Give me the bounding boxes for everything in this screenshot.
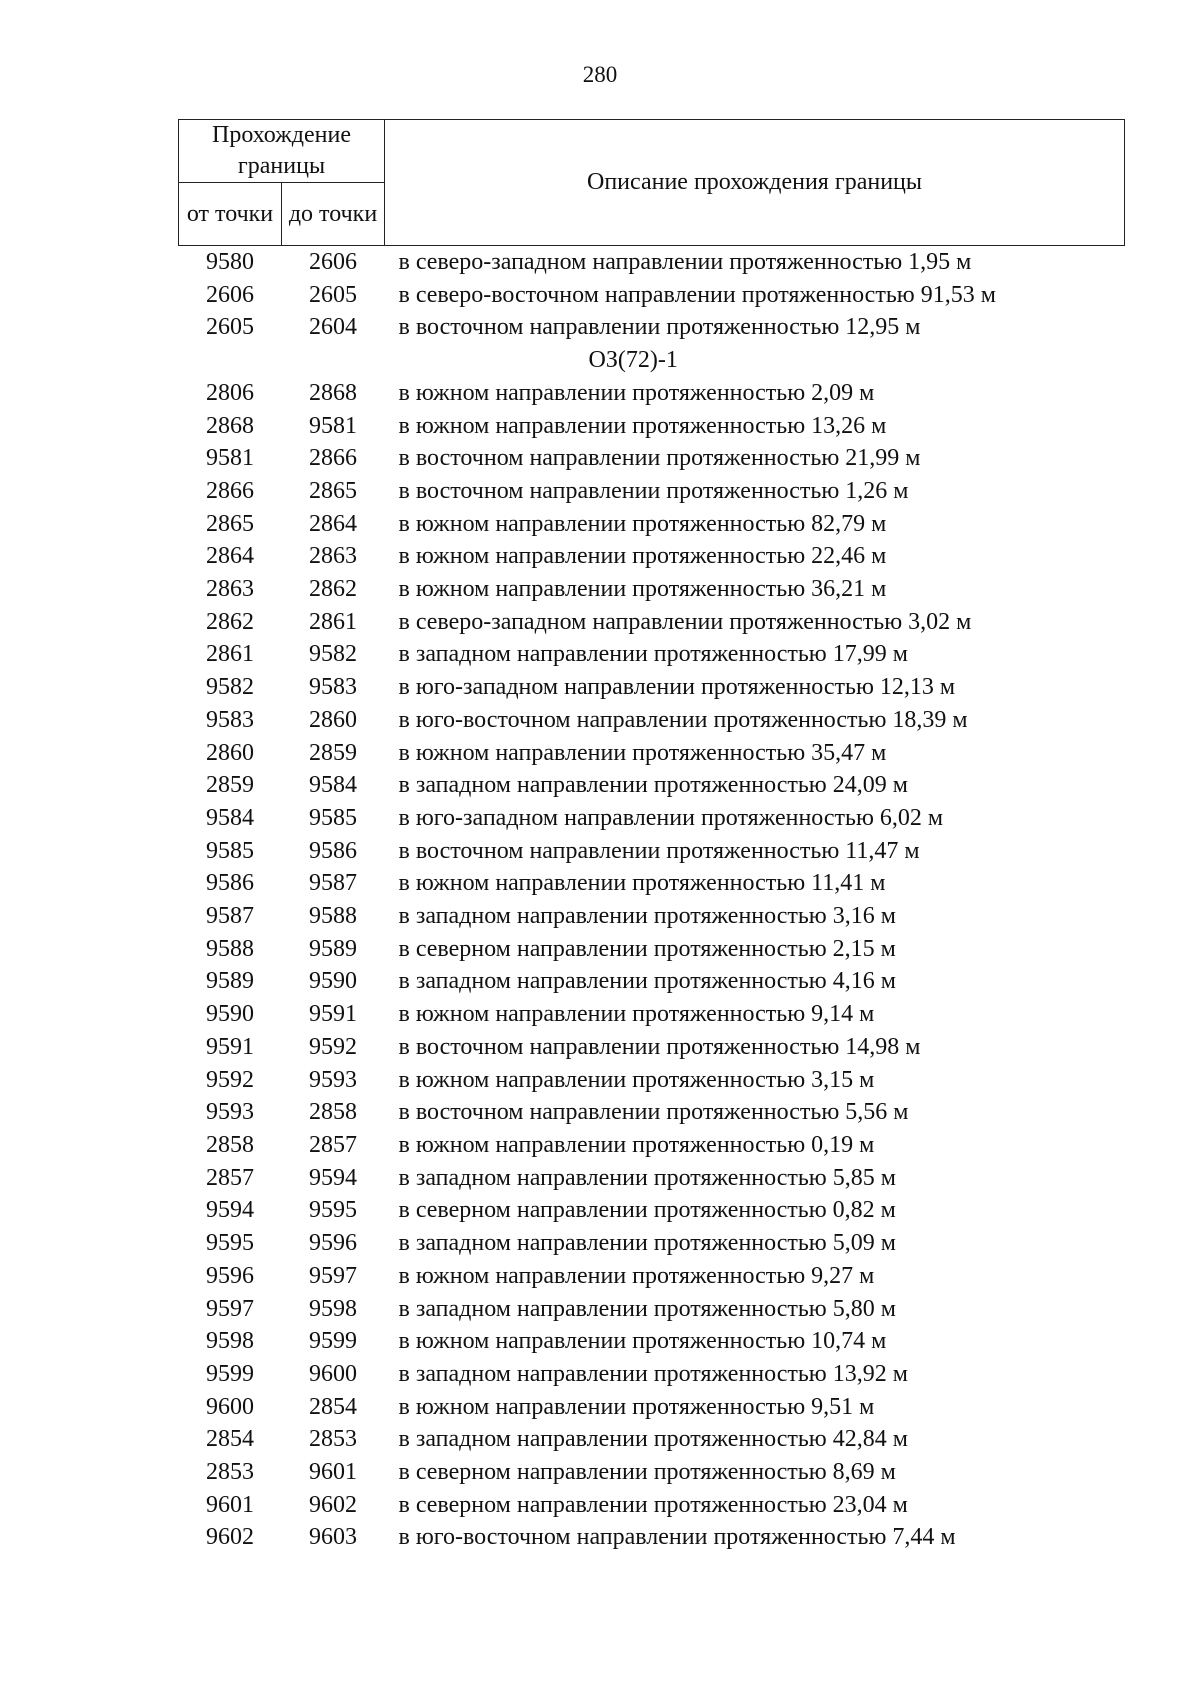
table-row xyxy=(179,900,1125,933)
table-row xyxy=(179,475,1125,508)
description-cell: в северном направлении протяженностью 2,15 м xyxy=(398,935,896,962)
description-cell: в северо-западном направлении протяженностью 1,95 м xyxy=(398,249,972,275)
table-row xyxy=(179,933,1125,966)
description-cell: в восточном направлении протяженностью 11,47 м xyxy=(398,837,920,864)
description-cell: в западном направлении протяженностью 5,85 м xyxy=(398,1164,896,1191)
from-point-cell: 2861 xyxy=(206,641,254,668)
header-boundary-passage: Прохождение границы xyxy=(179,120,385,183)
table-row xyxy=(179,704,1125,737)
from-point-cell: 9592 xyxy=(206,1066,254,1093)
from-point-cell: 2605 xyxy=(206,314,254,341)
to-point-cell: 2865 xyxy=(309,477,357,504)
from-point-cell: 2868 xyxy=(206,412,254,439)
table-row xyxy=(179,737,1125,770)
table-row xyxy=(179,1260,1125,1293)
table-row xyxy=(179,1096,1125,1129)
description-cell: в южном направлении протяженностью 13,26 м xyxy=(398,412,887,439)
description-cell: в северо-западном направлении протяженностью 3,02 м xyxy=(398,608,972,635)
to-point-cell: 9596 xyxy=(309,1230,357,1257)
header-from-point: от точки xyxy=(179,183,282,246)
description-cell: в южном направлении протяженностью 22,46 м xyxy=(398,543,887,570)
from-point-cell: 9582 xyxy=(206,674,254,701)
boundary-table xyxy=(178,119,1125,1554)
description-cell: в восточном направлении протяженностью 5,56 м xyxy=(398,1099,909,1126)
description-cell: в западном направлении протяженностью 13,92 м xyxy=(398,1360,908,1387)
from-point-cell: 9586 xyxy=(206,870,254,897)
table-body xyxy=(179,246,1125,1555)
to-point-cell: 9584 xyxy=(309,772,357,799)
to-point-cell: 9590 xyxy=(309,968,357,995)
from-point-cell: 9593 xyxy=(206,1099,254,1126)
to-point-cell: 2606 xyxy=(309,249,357,275)
table-row xyxy=(179,377,1125,410)
description-cell: в южном направлении протяженностью 11,41 м xyxy=(398,870,886,897)
description-cell: в восточном направлении протяженностью 1,26 м xyxy=(398,477,909,504)
from-point-cell: 9587 xyxy=(206,903,254,930)
from-point-cell: 2853 xyxy=(206,1459,254,1486)
header-to-point: до точки xyxy=(282,183,385,246)
to-point-cell: 2858 xyxy=(309,1099,357,1126)
from-point-cell: 9590 xyxy=(206,1001,254,1028)
to-point-cell: 9595 xyxy=(309,1197,357,1224)
description-cell: в южном направлении протяженностью 0,19 м xyxy=(398,1131,875,1158)
description-cell: в восточном направлении протяженностью 21,99 м xyxy=(398,445,921,472)
to-point-cell: 2860 xyxy=(309,706,357,733)
table-header xyxy=(179,120,1125,246)
table-row xyxy=(179,279,1125,312)
from-point-cell: 9598 xyxy=(206,1328,254,1355)
to-point-cell: 9602 xyxy=(309,1491,357,1518)
from-point-cell: 9597 xyxy=(206,1295,254,1322)
table-row xyxy=(179,410,1125,443)
to-point-cell: 2866 xyxy=(309,445,357,472)
from-point-cell: 2859 xyxy=(206,772,254,799)
from-point-cell: 9583 xyxy=(206,706,254,733)
table-row xyxy=(179,246,1125,279)
description-cell: в южном направлении протяженностью 35,47 м xyxy=(398,739,887,766)
to-point-cell: 2853 xyxy=(309,1426,357,1453)
table-row xyxy=(179,1521,1125,1554)
from-point-cell: 9585 xyxy=(206,837,254,864)
table-row xyxy=(179,769,1125,802)
table-row xyxy=(179,965,1125,998)
description-cell: в южном направлении протяженностью 3,15 м xyxy=(398,1066,875,1093)
description-cell: в юго-западном направлении протяженностью 6,02 м xyxy=(398,804,944,831)
description-cell: в южном направлении протяженностью 36,21 м xyxy=(398,576,887,603)
table-row xyxy=(179,835,1125,868)
page-number: 280 xyxy=(582,62,618,87)
table-row xyxy=(179,998,1125,1031)
from-point-cell: 2866 xyxy=(206,477,254,504)
from-point-cell: 2857 xyxy=(206,1164,254,1191)
table-row xyxy=(179,867,1125,900)
table-row xyxy=(179,508,1125,541)
from-point-cell: 2806 xyxy=(206,379,254,406)
description-cell: в восточном направлении протяженностью 14,98 м xyxy=(398,1033,921,1060)
table-row xyxy=(179,1162,1125,1195)
section-heading-row xyxy=(179,344,1125,377)
from-point-cell: 2863 xyxy=(206,576,254,603)
table-row xyxy=(179,1194,1125,1227)
from-point-cell: 9588 xyxy=(206,935,254,962)
description-cell: в северо-восточном направлении протяженностью 91,53 м xyxy=(398,281,996,308)
to-point-cell: 9600 xyxy=(309,1360,357,1387)
description-cell: в южном направлении протяженностью 9,51 м xyxy=(398,1393,875,1420)
table-row xyxy=(179,540,1125,573)
from-point-cell: 9584 xyxy=(206,804,254,831)
section-heading: ОЗ(72)-1 xyxy=(588,347,678,374)
from-point-cell: 9599 xyxy=(206,1360,254,1387)
to-point-cell: 9593 xyxy=(309,1066,357,1093)
from-point-cell: 2865 xyxy=(206,510,254,537)
to-point-cell: 2864 xyxy=(309,510,357,537)
from-point-cell: 2854 xyxy=(206,1426,254,1453)
to-point-cell: 2605 xyxy=(309,281,357,308)
description-cell: в западном направлении протяженностью 3,16 м xyxy=(398,903,896,930)
to-point-cell: 2863 xyxy=(309,543,357,570)
description-cell: в южном направлении протяженностью 2,09 м xyxy=(398,379,875,406)
to-point-cell: 2861 xyxy=(309,608,357,635)
to-point-cell: 9599 xyxy=(309,1328,357,1355)
table-row xyxy=(179,1489,1125,1522)
table-row xyxy=(179,638,1125,671)
to-point-cell: 9582 xyxy=(309,641,357,668)
from-point-cell: 9589 xyxy=(206,968,254,995)
table-row xyxy=(179,1031,1125,1064)
description-cell: в юго-западном направлении протяженностью 12,13 м xyxy=(398,674,956,701)
to-point-cell: 9597 xyxy=(309,1262,357,1289)
description-cell: в южном направлении протяженностью 9,14 м xyxy=(398,1001,875,1028)
table-row xyxy=(179,1423,1125,1456)
to-point-cell: 2604 xyxy=(309,314,357,341)
description-cell: в юго-восточном направлении протяженностью 18,39 м xyxy=(398,706,968,733)
table-row xyxy=(179,1064,1125,1097)
to-point-cell: 9591 xyxy=(309,1001,357,1028)
description-cell: в южном направлении протяженностью 9,27 м xyxy=(398,1262,875,1289)
table-row xyxy=(179,802,1125,835)
to-point-cell: 9587 xyxy=(309,870,357,897)
table-row xyxy=(179,606,1125,639)
table-row xyxy=(179,1129,1125,1162)
to-point-cell: 2868 xyxy=(309,379,357,406)
description-cell: в юго-восточном направлении протяженностью 7,44 м xyxy=(398,1524,956,1551)
from-point-cell: 2862 xyxy=(206,608,254,635)
to-point-cell: 9592 xyxy=(309,1033,357,1060)
description-cell: в западном направлении протяженностью 24,09 м xyxy=(398,772,908,799)
table-row xyxy=(179,671,1125,704)
to-point-cell: 2862 xyxy=(309,576,357,603)
from-point-cell: 9591 xyxy=(206,1033,254,1060)
description-cell: в южном направлении протяженностью 82,79 м xyxy=(398,510,887,537)
from-point-cell: 9602 xyxy=(206,1524,254,1551)
to-point-cell: 2854 xyxy=(309,1393,357,1420)
description-cell: в западном направлении протяженностью 5,80 м xyxy=(398,1295,896,1322)
table-row xyxy=(179,311,1125,344)
description-cell: в южном направлении протяженностью 10,74 м xyxy=(398,1328,887,1355)
table-row xyxy=(179,573,1125,606)
to-point-cell: 9603 xyxy=(309,1524,357,1551)
to-point-cell: 9581 xyxy=(309,412,357,439)
table-row xyxy=(179,1325,1125,1358)
table-row xyxy=(179,1293,1125,1326)
to-point-cell: 2857 xyxy=(309,1131,357,1158)
from-point-cell: 9581 xyxy=(206,445,254,472)
table-row xyxy=(179,442,1125,475)
to-point-cell: 9589 xyxy=(309,935,357,962)
table-row xyxy=(179,1227,1125,1260)
from-point-cell: 2606 xyxy=(206,281,254,308)
to-point-cell: 9601 xyxy=(309,1459,357,1486)
header-description: Описание прохождения границы xyxy=(385,120,1125,246)
description-cell: в восточном направлении протяженностью 12,95 м xyxy=(398,314,921,341)
to-point-cell: 9588 xyxy=(309,903,357,930)
description-cell: в западном направлении протяженностью 17,99 м xyxy=(398,641,908,668)
description-cell: в северном направлении протяженностью 0,82 м xyxy=(398,1197,896,1224)
from-point-cell: 2858 xyxy=(206,1131,254,1158)
from-point-cell: 9595 xyxy=(206,1230,254,1257)
from-point-cell: 2864 xyxy=(206,543,254,570)
description-cell: в западном направлении протяженностью 5,09 м xyxy=(398,1230,896,1257)
table-row xyxy=(179,1391,1125,1424)
to-point-cell: 9583 xyxy=(309,674,357,701)
to-point-cell: 2859 xyxy=(309,739,357,766)
from-point-cell: 9594 xyxy=(206,1197,254,1224)
description-cell: в северном направлении протяженностью 23,04 м xyxy=(398,1491,908,1518)
description-cell: в северном направлении протяженностью 8,69 м xyxy=(398,1459,896,1486)
to-point-cell: 9585 xyxy=(309,804,357,831)
to-point-cell: 9594 xyxy=(309,1164,357,1191)
table-row xyxy=(179,1358,1125,1391)
to-point-cell: 9598 xyxy=(309,1295,357,1322)
from-point-cell: 9601 xyxy=(206,1491,254,1518)
from-point-cell: 9580 xyxy=(206,249,254,275)
from-point-cell: 9600 xyxy=(206,1393,254,1420)
from-point-cell: 9596 xyxy=(206,1262,254,1289)
table-row xyxy=(179,1456,1125,1489)
from-point-cell: 2860 xyxy=(206,739,254,766)
description-cell: в западном направлении протяженностью 42,84 м xyxy=(398,1426,908,1453)
to-point-cell: 9586 xyxy=(309,837,357,864)
description-cell: в западном направлении протяженностью 4,16 м xyxy=(398,968,896,995)
